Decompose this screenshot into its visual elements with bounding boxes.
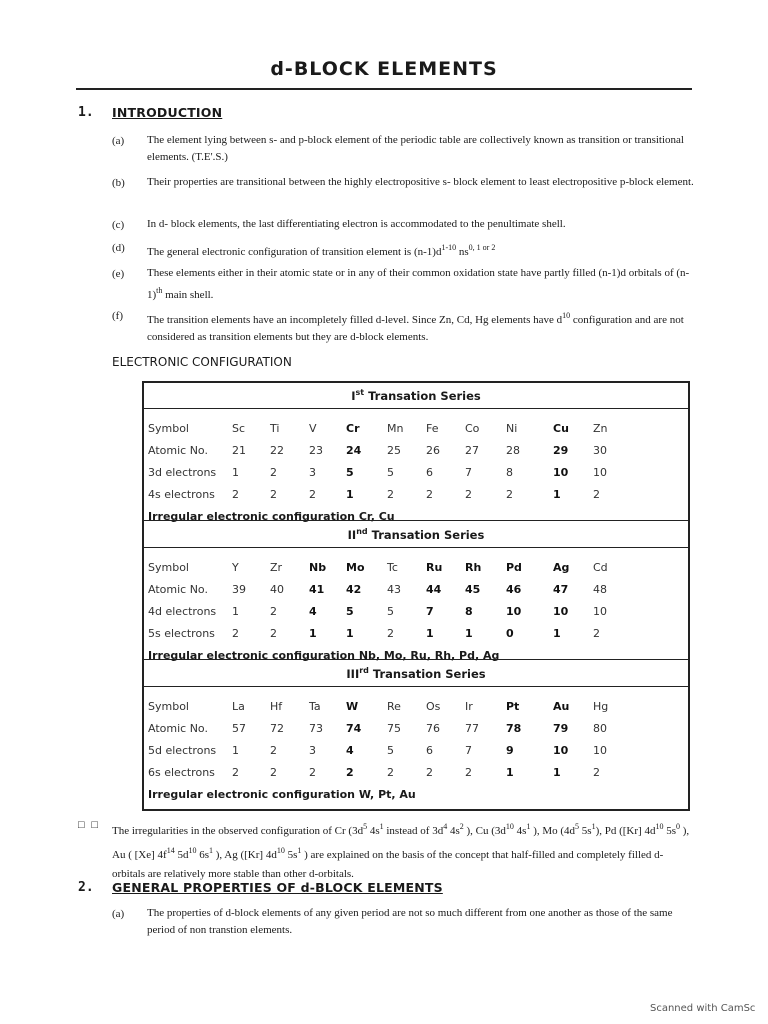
table-cell: Ta	[309, 700, 321, 713]
item-label: (a)	[112, 135, 125, 147]
series-title-text: Transation Series	[371, 528, 485, 542]
superscript: 0, 1 or 2	[468, 243, 496, 252]
table-cell: W	[346, 700, 359, 713]
superscript: 1	[297, 846, 302, 855]
table-cell: 2	[593, 627, 600, 640]
row-label: Atomic No.	[148, 722, 208, 735]
item-text-part: main shell.	[162, 289, 214, 301]
table-cell: 2	[270, 627, 277, 640]
superscript: 0	[676, 822, 680, 831]
row-label: Atomic No.	[148, 583, 208, 596]
note-text-part: 5s	[284, 849, 298, 861]
item-text	[147, 239, 695, 261]
note-text-part: The irregularities in the observed configuration of Cr (3d	[112, 825, 364, 837]
table-cell: 1	[553, 488, 561, 501]
table-cell: 24	[346, 444, 362, 457]
table-cell: 1	[232, 605, 239, 618]
table-cell: 1	[506, 766, 514, 779]
note-text-part: 6s	[196, 849, 209, 861]
superscript: 5	[575, 822, 580, 831]
superscript: 1-10	[441, 243, 457, 252]
table-cell: 10	[553, 466, 569, 479]
note-text-part: 4s	[447, 825, 460, 837]
table-cell: 48	[593, 583, 607, 596]
note-marker: □ □	[78, 819, 101, 831]
table-cell: Ti	[270, 422, 280, 435]
item-text: The element lying between s- and p-block element of the periodic table are collectively known as transition or transitional elements. (T.E'.S.)	[147, 134, 684, 163]
series-title-text: Transation Series	[368, 389, 481, 403]
table-cell: 6	[426, 744, 433, 757]
superscript: 10	[188, 846, 197, 855]
row-label: 4s electrons	[148, 488, 215, 501]
table-cell: 21	[232, 444, 246, 457]
table-cell: 2	[309, 766, 316, 779]
table-cell: Tc	[387, 561, 398, 574]
table-cell: 41	[309, 583, 325, 596]
table-cell: Ag	[553, 561, 570, 574]
table-cell: 10	[553, 744, 569, 757]
table-cell: 5	[346, 466, 354, 479]
superscript: th	[156, 286, 163, 295]
series-title-divider	[144, 547, 688, 548]
table-cell: Mn	[387, 422, 404, 435]
table-cell: Au	[553, 700, 570, 713]
table-cell: 2	[387, 488, 394, 501]
note-text-part: 5s	[579, 825, 592, 837]
series-title-divider	[144, 686, 688, 687]
table-cell: 76	[426, 722, 440, 735]
electronic-configuration-heading: ELECTRONIC CONFIGURATION	[112, 355, 292, 369]
page-title: d-BLOCK ELEMENTS	[270, 58, 498, 80]
table-cell: Ru	[426, 561, 443, 574]
superscript: 1	[526, 822, 531, 831]
note-text-part: ), Ag ([Kr] 4d	[212, 849, 277, 861]
table-cell: 80	[593, 722, 607, 735]
table-cell: Zn	[593, 422, 608, 435]
scan-watermark: Scanned with CamSc	[650, 1003, 756, 1014]
table-cell: 27	[465, 444, 479, 457]
table-cell: 7	[465, 466, 472, 479]
table-cell: 47	[553, 583, 569, 596]
note-text-part: 4s	[367, 825, 380, 837]
table-cell: Zr	[270, 561, 283, 574]
item-text	[147, 307, 695, 346]
table-cell: Ir	[465, 700, 473, 713]
item-text-part: These elements either in their atomic state or in any of their common oxidation state have partly filled (n-1)d orbitals of (n-1)	[147, 267, 690, 301]
table-cell: Hg	[593, 700, 609, 713]
series-roman: III	[346, 667, 360, 681]
superscript: 4	[443, 822, 448, 831]
item-label: (e)	[112, 268, 125, 280]
table-cell: 2	[465, 766, 472, 779]
table-cell: 10	[593, 466, 607, 479]
table-cell: 2	[232, 766, 239, 779]
table-cell: 1	[465, 627, 473, 640]
section-1-number: 1.	[78, 105, 94, 120]
note-text-part: ), Au ( [Xe] 4f	[112, 825, 690, 861]
item-text	[147, 265, 695, 304]
superscript: 10	[655, 822, 664, 831]
item-label: (f)	[112, 310, 123, 322]
table-cell: 2	[387, 627, 394, 640]
note-text-part: 5s	[663, 825, 676, 837]
table-cell: 2	[270, 766, 277, 779]
table-cell: 30	[593, 444, 607, 457]
table-cell: 2	[270, 605, 277, 618]
table-cell: 3	[309, 744, 316, 757]
table-cell: 8	[465, 605, 473, 618]
superscript: st	[355, 388, 365, 397]
row-label: Symbol	[148, 700, 189, 713]
table-cell: 40	[270, 583, 284, 596]
row-label: Symbol	[148, 422, 189, 435]
item-text: Their properties are transitional between the highly electropositive s- block element to least electropositive p-block element.	[147, 176, 694, 188]
superscript: 1	[208, 846, 213, 855]
table-cell: Rh	[465, 561, 482, 574]
note-text	[112, 817, 696, 884]
table-cell: 28	[506, 444, 520, 457]
table-cell: Nb	[309, 561, 327, 574]
table-cell: Pd	[506, 561, 522, 574]
table-cell: 2	[593, 766, 600, 779]
table-cell: 5	[346, 605, 354, 618]
superscript: nd	[356, 527, 368, 536]
table-cell: 23	[309, 444, 323, 457]
series-title-divider	[144, 408, 688, 409]
table-cell: 1	[346, 488, 354, 501]
row-label: 4d electrons	[148, 605, 217, 618]
table-cell: 39	[232, 583, 246, 596]
table-cell: Cr	[346, 422, 360, 435]
table-cell: 1	[309, 627, 317, 640]
item-text-part: The transition elements have an incompletely filled d-level. Since Zn, Cd, Hg elements have d	[147, 314, 563, 326]
superscript: 10	[505, 822, 514, 831]
table-cell: 1	[553, 627, 561, 640]
superscript: 1	[379, 822, 384, 831]
table-cell: 10	[506, 605, 522, 618]
note-text-part: ), Pd ([Kr] 4d	[595, 825, 656, 837]
table-cell: 43	[387, 583, 401, 596]
superscript: rd	[359, 666, 369, 675]
table-cell: Pt	[506, 700, 520, 713]
row-label: Atomic No.	[148, 444, 208, 457]
table-cell: 25	[387, 444, 401, 457]
table-cell: 79	[553, 722, 569, 735]
superscript: 2	[459, 822, 464, 831]
table-cell: Sc	[232, 422, 246, 435]
table-cell: La	[232, 700, 245, 713]
section-2-title: GENERAL PROPERTIES OF d-BLOCK ELEMENTS	[112, 880, 443, 895]
table-cell: 2	[506, 488, 513, 501]
table-cell: 8	[506, 466, 513, 479]
item-label: (b)	[112, 177, 125, 189]
table-cell: 2	[387, 766, 394, 779]
section-2-number: 2.	[78, 880, 94, 895]
table-cell: 10	[593, 605, 607, 618]
table-cell: Cd	[593, 561, 608, 574]
row-label: 6s electrons	[148, 766, 215, 779]
table-cell: 10	[553, 605, 569, 618]
table-cell: 73	[309, 722, 323, 735]
irregular-configuration-note: Irregular electronic configuration W, Pt, Au	[148, 788, 416, 801]
table-cell: Co	[465, 422, 480, 435]
item-label: (c)	[112, 219, 125, 231]
table-cell: 5	[387, 744, 394, 757]
superscript: 1	[591, 822, 596, 831]
table-cell: Y	[232, 561, 239, 574]
superscript: 14	[166, 846, 175, 855]
table-cell: 44	[426, 583, 442, 596]
table-cell: 3	[309, 466, 316, 479]
table-cell: Mo	[346, 561, 365, 574]
table-cell: 2	[270, 488, 277, 501]
note-text-part: 4s	[513, 825, 527, 837]
series-roman: I	[351, 389, 356, 403]
table-cell: Hf	[270, 700, 283, 713]
table-cell: 2	[426, 488, 433, 501]
table-cell: 1	[553, 766, 561, 779]
electronic-configuration-table	[142, 381, 690, 811]
row-label: 3d electrons	[148, 466, 217, 479]
table-cell: 1	[346, 627, 354, 640]
series-divider	[144, 659, 688, 660]
note-text-part: ) are explained on the basis of the concept that half-filled and completely filled d-orbitals are relatively more stable than other d-orbitals.	[112, 849, 664, 880]
table-cell: 2	[270, 466, 277, 479]
table-cell: 72	[270, 722, 284, 735]
superscript: 5	[363, 822, 368, 831]
table-cell: Ni	[506, 422, 518, 435]
item-label: (d)	[112, 242, 125, 254]
table-cell: 6	[426, 466, 433, 479]
item-text-part: configuration and are not considered as transition elements but they are d-block elements.	[147, 314, 684, 343]
series-title-text: Transation Series	[372, 667, 486, 681]
table-cell: 0	[506, 627, 514, 640]
table-cell: 7	[465, 744, 472, 757]
table-cell: 77	[465, 722, 479, 735]
item-label: (a)	[112, 908, 125, 920]
section-1-title: INTRODUCTION	[112, 105, 223, 120]
row-label: Symbol	[148, 561, 189, 574]
irregular-configuration-note: Irregular electronic configuration Cr, Cu	[148, 510, 395, 523]
table-cell: 9	[506, 744, 514, 757]
item-text: In d- block elements, the last differentiating electron is accommodated to the penultimate shell.	[147, 218, 566, 230]
table-cell: 7	[426, 605, 434, 618]
table-cell: 1	[232, 466, 239, 479]
table-cell: 22	[270, 444, 284, 457]
table-cell: 5	[387, 466, 394, 479]
table-cell: Re	[387, 700, 401, 713]
table-cell: 2	[270, 744, 277, 757]
table-cell: 10	[593, 744, 607, 757]
table-cell: 2	[465, 488, 472, 501]
table-cell: V	[309, 422, 317, 435]
item-text-part: ns	[456, 246, 469, 258]
table-cell: 1	[426, 627, 434, 640]
series-title	[144, 527, 688, 542]
table-cell: 2	[346, 766, 354, 779]
note-text-part: 5d	[174, 849, 189, 861]
series-title	[144, 388, 688, 403]
table-cell: 75	[387, 722, 401, 735]
table-cell: 2	[232, 627, 239, 640]
series-roman: II	[347, 528, 357, 542]
series-title	[144, 666, 688, 681]
table-cell: 5	[387, 605, 394, 618]
superscript: 10	[276, 846, 285, 855]
table-cell: Fe	[426, 422, 439, 435]
table-cell: 46	[506, 583, 522, 596]
table-cell: 29	[553, 444, 569, 457]
table-cell: 57	[232, 722, 246, 735]
title-divider	[76, 88, 692, 90]
superscript: 10	[562, 311, 571, 320]
table-cell: Os	[426, 700, 441, 713]
item-text-part: The general electronic configuration of transition element is (n-1)d	[147, 246, 442, 258]
note-text-part: ), Cu (3d	[463, 825, 506, 837]
table-cell: 2	[593, 488, 600, 501]
series-divider	[144, 520, 688, 521]
note-text-part: instead of 3d	[383, 825, 444, 837]
note-text-part: ), Mo (4d	[530, 825, 576, 837]
table-cell: 4	[346, 744, 354, 757]
table-cell: 74	[346, 722, 362, 735]
table-cell: 45	[465, 583, 481, 596]
table-cell: Cu	[553, 422, 569, 435]
table-cell: 2	[426, 766, 433, 779]
table-cell: 2	[309, 488, 316, 501]
table-cell: 2	[232, 488, 239, 501]
row-label: 5s electrons	[148, 627, 215, 640]
table-cell: 4	[309, 605, 317, 618]
item-text: The properties of d-block elements of any given period are not so much different from one another as those of the same period of non transtion elements.	[147, 907, 673, 936]
table-cell: 26	[426, 444, 440, 457]
table-cell: 1	[232, 744, 239, 757]
row-label: 5d electrons	[148, 744, 217, 757]
irregular-configuration-note: Irregular electronic configuration Nb, Mo, Ru, Rh, Pd, Ag	[148, 649, 500, 662]
table-cell: 78	[506, 722, 522, 735]
table-cell: 42	[346, 583, 362, 596]
